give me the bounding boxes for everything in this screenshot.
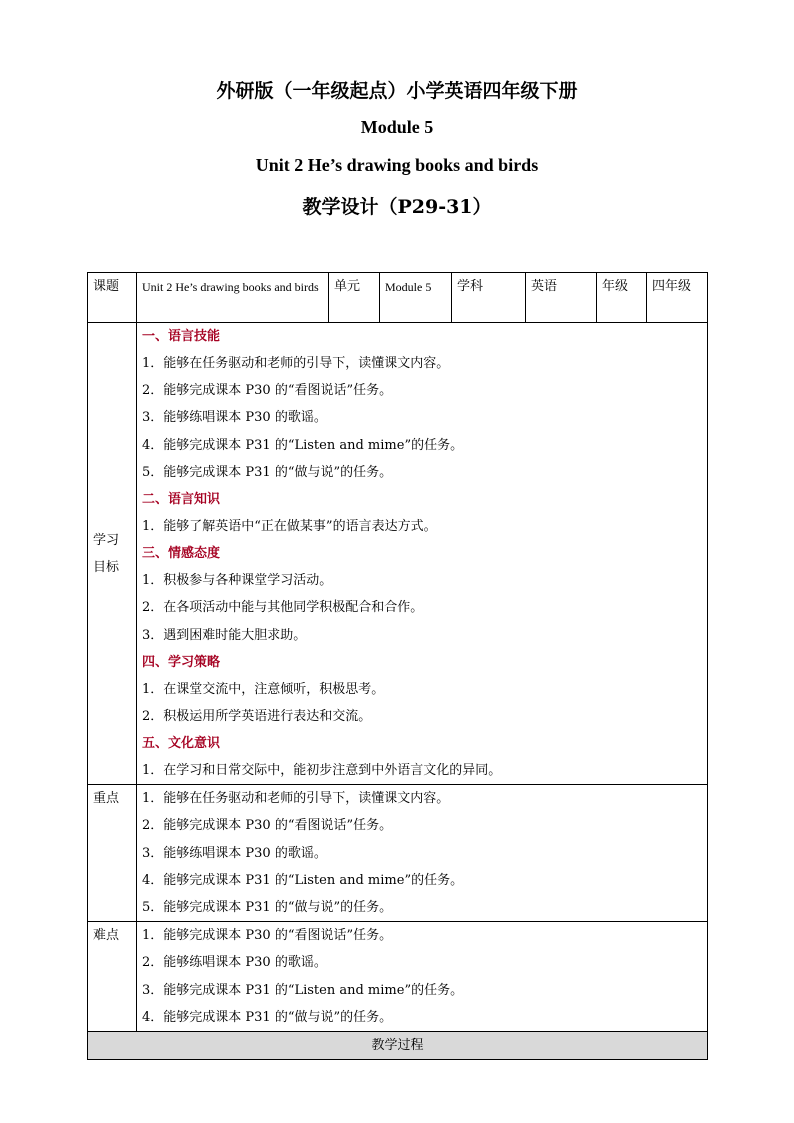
- key-point-item: 5．能够完成课本 P31 的“做与说”的任务。: [142, 900, 393, 915]
- difficult-point-item: 2．能够练唱课本 P30 的歌谣。: [142, 955, 327, 971]
- key-points-row: [88, 785, 708, 922]
- key-point-item: 2．能够完成课本 P30 的“看图说话”任务。: [142, 818, 393, 834]
- lesson-plan-table: [87, 272, 708, 1060]
- key-points-content: [137, 785, 708, 922]
- difficult-point-item: 1．能够完成课本 P30 的“看图说话”任务。: [142, 928, 393, 944]
- unit-label: 单元: [329, 273, 380, 323]
- section-heading: 一、语言技能: [142, 329, 221, 344]
- key-point-item: 1．能够在任务驱动和老师的引导下，读懂课文内容。: [142, 791, 450, 807]
- objective-item: 1．积极参与各种课堂学习活动。: [142, 573, 333, 589]
- difficult-point-item: 3．能够完成课本 P31 的“Listen and mime”的任务。: [142, 982, 464, 998]
- unit-title: Unit 2 He’s drawing books and birds: [255, 155, 539, 175]
- section-heading: 三、情感态度: [142, 546, 221, 562]
- objective-item: 2．在各项活动中能与其他同学积极配合和合作。: [142, 600, 424, 616]
- key-points-label: 重点: [88, 785, 137, 922]
- section-heading: 四、学习策略: [142, 654, 221, 670]
- objective-item: 1．能够了解英语中“正在做某事”的语言表达方式。: [142, 518, 437, 534]
- doc-title: 外研版（一年级起点）小学英语四年级下册: [216, 80, 578, 102]
- objectives-label: 学习目标: [93, 532, 120, 575]
- subject-label: 学科: [452, 273, 526, 323]
- process-row: [88, 1031, 708, 1059]
- difficult-points-row: [88, 922, 708, 1032]
- process-label: 教学过程: [88, 1031, 708, 1059]
- topic-value: Unit 2 He’s drawing books and birds: [137, 273, 329, 323]
- objective-item: 4．能够完成课本 P31 的“Listen and mime”的任务。: [142, 437, 464, 453]
- objective-item: 1．能够在任务驱动和老师的引导下，读懂课文内容。: [142, 356, 450, 371]
- section-heading: 二、语言知识: [142, 491, 221, 507]
- objective-item: 3．遇到困难时能大胆求助。: [142, 627, 307, 643]
- key-point-item: 3．能够练唱课本 P30 的歌谣。: [142, 845, 327, 861]
- difficult-points-content: [137, 922, 708, 1032]
- topic-label: 课题: [88, 273, 137, 323]
- difficult-points-label: 难点: [88, 922, 137, 1032]
- difficult-point-item: 4．能够完成课本 P31 的“做与说”的任务。: [142, 1009, 393, 1025]
- objective-item: 2．积极运用所学英语进行表达和交流。: [142, 708, 372, 724]
- grade-label: 年级: [597, 273, 647, 323]
- unit-value: Module 5: [380, 273, 452, 323]
- section-heading: 五、文化意识: [142, 736, 221, 752]
- objectives-content: [137, 323, 708, 785]
- design-title: 教学设计（P29-31）: [302, 196, 492, 218]
- objective-item: 5．能够完成课本 P31 的“做与说”的任务。: [142, 464, 393, 480]
- objectives-row: [88, 323, 708, 785]
- module-title: Module 5: [360, 117, 434, 137]
- objective-item: 1．在学习和日常交际中，能初步注意到中外语言文化的异同。: [142, 763, 502, 779]
- info-row: [88, 273, 708, 323]
- objective-item: 1．在课堂交流中，注意倾听，积极思考。: [142, 681, 385, 697]
- objective-item: 2．能够完成课本 P30 的“看图说话”任务。: [142, 383, 393, 399]
- objective-item: 3．能够练唱课本 P30 的歌谣。: [142, 410, 327, 426]
- grade-value: 四年级: [647, 273, 708, 323]
- objectives-label-cell: [88, 323, 137, 785]
- key-point-item: 4．能够完成课本 P31 的“Listen and mime”的任务。: [142, 872, 464, 888]
- subject-value: 英语: [526, 273, 597, 323]
